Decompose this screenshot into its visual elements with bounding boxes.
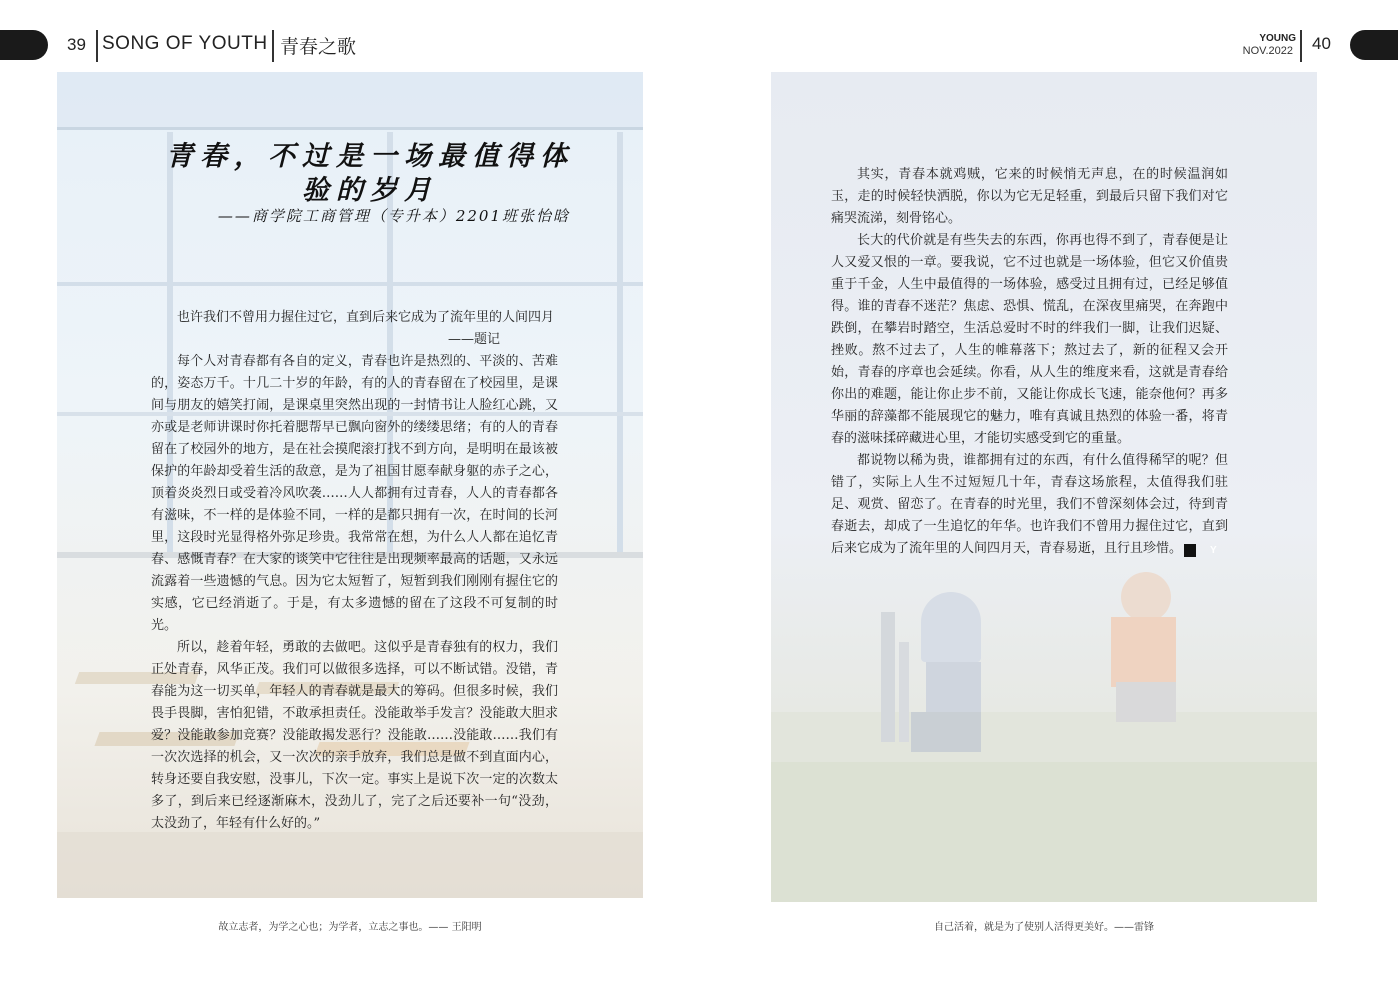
right-column-text: [831, 164, 1228, 560]
section-title-cn: 青春之歌: [280, 36, 357, 58]
paragraph: [831, 450, 1228, 560]
header-divider: [96, 30, 98, 62]
end-mark-icon: Y: [1184, 544, 1196, 557]
left-page-number: 39: [67, 35, 86, 54]
epigraph-label: ——题记: [447, 332, 500, 347]
paragraph-text: 都说物以稀为贵，谁都拥有过的东西，有什么值得稀罕的呢？但错了，实际上人生不过短短几十年，青春这场旅程，太值得我们驻足、观赏、留恋了。在青春的时光里，我们不曾深刻体会过，待到青春逝去，却成了一生追忆的年华。也许我们不曾用力握住过它，直到后来它成为了流年里的人间四月天，青春易逝，且行且珍惜。: [831, 453, 1228, 556]
right-footer-quote: 自己活着，就是为了使别人活得更美好。——雷锋: [934, 922, 1154, 933]
paragraph: 每个人对青春都有各自的定义，青春也许是热烈的、平淡的、苦难的，姿态万千。十几二十岁的年龄，有的人的青春留在了校园里，是课间与朋友的嬉笑打闹，是课桌里突然出现的一封情书让人脸红心跳，又亦或是老师讲课时你托着腮帮早已飘向窗外的缕缕思绪；有的人的青春留在了校园外的地方，是在社会摸爬滚打找不到方向，是明明在最该被保护的年龄却受着生活的敌意，是为了祖国甘愿奉献身躯的赤子之心，顶着炎炎烈日或受着冷风吹袭……人人都拥有过青春，人人的青春都各有滋味，不一样的是体验不同，一样的是都只拥有一次，在时间的长河里，这段时光显得格外弥足珍贵。我常常在想，为什么人人都在追忆青春、感慨青春？在大家的谈笑中它往往是出现频率最高的话题，又永远流露着一些遗憾的气息。因为它太短暂了，短暂到我们刚刚有握住它的实感，它已经消逝了。于是，有太多遗憾的留在了这段不可复制的时光。: [151, 354, 558, 633]
left-page-tab: [0, 30, 48, 60]
issue-date: NOV.2022: [1242, 45, 1293, 57]
left-column-text: [151, 307, 558, 835]
header-divider: [272, 30, 274, 62]
header-divider: [1300, 30, 1302, 62]
article-title: [120, 140, 620, 208]
epigraph: 也许我们不曾用力握住过它，直到后来它成为了流年里的人间四月: [177, 310, 555, 325]
magazine-name: YOUNG: [1259, 33, 1296, 44]
paragraph: 长大的代价就是有些失去的东西，你再也得不到了，青春便是让人又爱又恨的一章。要我说，它不过也就是一场体验，但它又价值贵重于千金，人生中最值得的一场体验，感受过且拥有过，已经足够值得。谁的青春不迷茫？焦虑、恐惧、慌乱，在深夜里痛哭，在奔跑中跌倒，在攀岩时踏空，生活总爱时不时的绊我们一脚，让我们迟疑、挫败。熬不过去了，人生的帷幕落下；熬过去了，新的征程又会开始，青春的序章也会延续。你看，从人生的维度来看，这就是青春给你出的难题，能让你止步不前，又能让你成长飞速，能奈他何？再多华丽的辞藻都不能展现它的魅力，唯有真诚且热烈的体验一番，将青春的滋味揉碎藏进心里，才能切实感受到它的重量。: [831, 233, 1228, 446]
article-byline: ——商学院工商管理（专升本）2201班张怡晗: [217, 207, 570, 225]
left-footer-quote: 故立志者，为学之心也；为学者，立志之事也。—— 王阳明: [218, 922, 482, 933]
paragraph: 其实，青春本就鸡贼，它来的时候悄无声息，在的时候温润如玉，走的时候轻快洒脱，你以为它无足轻重，到最后只留下我们对它痛哭流涕，刻骨铭心。: [831, 167, 1228, 226]
article-title-line1: 青春，不过是一场最值得体: [166, 141, 574, 172]
section-title-en: SONG OF YOUTH: [102, 33, 268, 54]
right-page-number: 40: [1312, 34, 1331, 53]
paragraph: 所以，趁着年轻，勇敢的去做吧。这似乎是青春独有的权力，我们正处青春，风华正茂。我们可以做很多选择，可以不断试错。没错，青春能为这一切买单，年轻人的青春就是最大的筹码。但很多时候，我们畏手畏脚，害怕犯错，不敢承担责任。没能敢举手发言？没能敢大胆求爱？没能敢参加竞赛？没能敢揭发恶行？没能敢……没能敢……我们有一次次选择的机会，又一次次的亲手放弃，我们总是做不到直面内心，转身还要自我安慰，没事儿，下次一定。事实上是说下次一定的次数太多了，到后来已经逐渐麻木，没劲儿了，完了之后还要补一句“没劲，太没劲了，年轻有什么好的。”: [151, 640, 558, 831]
article-title-line2: 验的岁月: [302, 175, 438, 206]
right-page-tab: [1350, 30, 1398, 60]
